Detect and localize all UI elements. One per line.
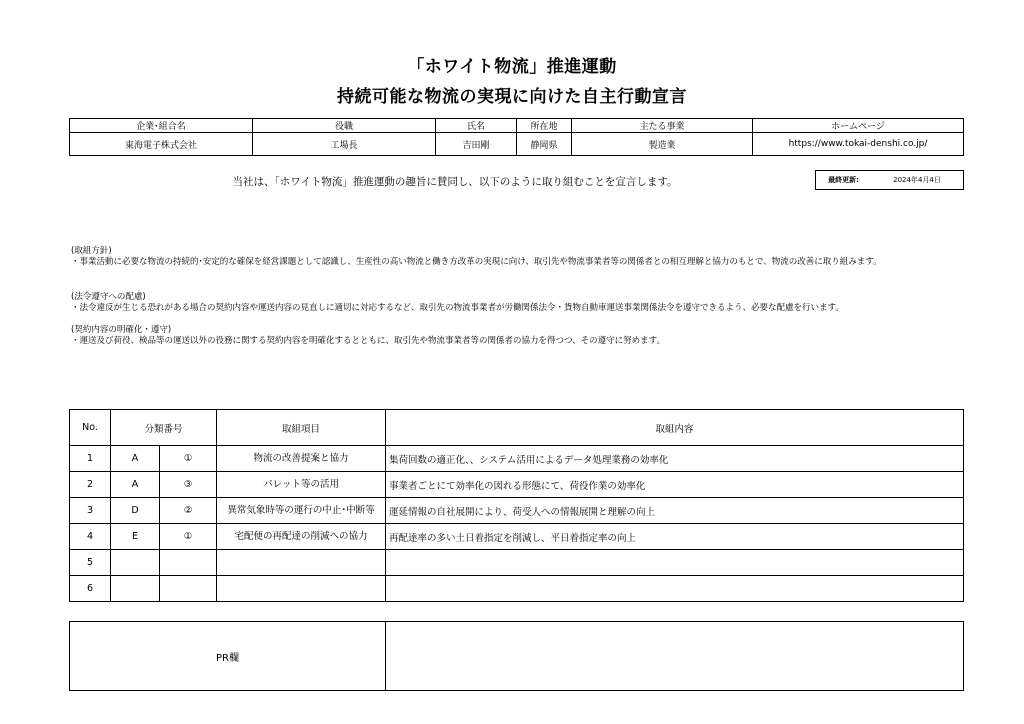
row-subcategory: ③ xyxy=(160,472,217,498)
row-no: 4 xyxy=(70,524,111,550)
row-item: 物流の改善提案と協力 xyxy=(217,446,386,472)
last-update-label: 最終更新: xyxy=(828,176,859,184)
page-subtitle: 持続可能な物流の実現に向けた自主行動宣言 xyxy=(337,87,687,107)
header-content: 取組内容 xyxy=(386,410,964,446)
row-category xyxy=(111,550,160,576)
row-no: 1 xyxy=(70,446,111,472)
last-update-box xyxy=(815,170,964,190)
table-row xyxy=(70,498,964,524)
header-item: 取組項目 xyxy=(217,410,386,446)
row-content: 事業者ごとにて効率化の図れる形態にて、荷役作業の効率化 xyxy=(386,472,964,498)
row-subcategory xyxy=(160,550,217,576)
header-category: 分類番号 xyxy=(111,410,217,446)
table-row xyxy=(70,472,964,498)
header-company: 企業･組合名 xyxy=(70,119,253,133)
policy-section xyxy=(71,246,966,268)
policy-section xyxy=(71,292,966,314)
table-row xyxy=(70,576,964,602)
row-subcategory xyxy=(160,576,217,602)
row-category: A xyxy=(111,472,160,498)
policy-heading: (契約内容の明確化・遵守) xyxy=(71,325,172,335)
policy-section xyxy=(71,325,966,347)
row-subcategory: ① xyxy=(160,446,217,472)
company-header-row xyxy=(70,119,964,133)
company-location: 静岡県 xyxy=(517,133,572,156)
row-content: 集荷回数の適正化、、システム活用によるデータ処理業務の効率化 xyxy=(386,446,964,472)
pr-table xyxy=(69,621,964,691)
policy-heading: (法令遵守への配慮) xyxy=(71,292,146,302)
row-category: E xyxy=(111,524,160,550)
row-item xyxy=(217,550,386,576)
pr-label: PR欄 xyxy=(70,622,386,691)
pr-content xyxy=(386,622,964,691)
row-content: 再配達率の多い土日着指定を削減し、平日着指定率の向上 xyxy=(386,524,964,550)
initiatives-header-row xyxy=(70,410,964,446)
row-category xyxy=(111,576,160,602)
row-no: 5 xyxy=(70,550,111,576)
header-person: 氏名 xyxy=(436,119,517,133)
row-content xyxy=(386,550,964,576)
header-no: No. xyxy=(70,410,111,446)
policy-text: ・事業活動に必要な物流の持続的･安定的な確保を経営課題として認識し、生産性の高い物流と働き方改革の実現に向け、取引先や物流事業者等の関係者との相互理解と協力のもとで、物流の改善に取り組みます。 xyxy=(71,257,882,267)
company-person: 吉田剛 xyxy=(436,133,517,156)
company-position: 工場長 xyxy=(253,133,436,156)
policy-text: ・運送及び荷役、検品等の運送以外の役務に関する契約内容を明確化するとともに、取引先や物流事業者等の関係者の協力を得つつ、その遵守に努めます。 xyxy=(71,336,665,346)
declaration-text: 当社は、「ホワイト物流」推進運動の趣旨に賛同し、以下のように取り組むことを宣言します。 xyxy=(232,176,678,188)
page-title: 「ホワイト物流」推進運動 xyxy=(407,57,617,77)
row-item: 異常気象時等の運行の中止･中断等 xyxy=(217,498,386,524)
row-item: 宅配便の再配達の削減への協力 xyxy=(217,524,386,550)
header-location: 所在地 xyxy=(517,119,572,133)
header-business: 主たる事業 xyxy=(572,119,753,133)
row-subcategory: ① xyxy=(160,524,217,550)
row-no: 2 xyxy=(70,472,111,498)
table-row xyxy=(70,524,964,550)
company-name: 東海電子株式会社 xyxy=(70,133,253,156)
row-content xyxy=(386,576,964,602)
company-info-table xyxy=(69,118,964,156)
initiatives-table xyxy=(69,409,964,602)
header-homepage: ホームページ xyxy=(753,119,964,133)
row-content: 運延情報の自社展開により、荷受人への情報展開と理解の向上 xyxy=(386,498,964,524)
row-no: 3 xyxy=(70,498,111,524)
row-category: D xyxy=(111,498,160,524)
header-position: 役職 xyxy=(253,119,436,133)
company-homepage-link[interactable]: https://www.tokai-denshi.co.jp/ xyxy=(753,133,964,156)
last-update-date: 2024年4月4日 xyxy=(893,176,941,184)
table-row xyxy=(70,550,964,576)
table-row xyxy=(70,446,964,472)
row-item xyxy=(217,576,386,602)
company-business: 製造業 xyxy=(572,133,753,156)
policy-heading: (取組方針) xyxy=(71,246,112,256)
row-subcategory: ② xyxy=(160,498,217,524)
row-no: 6 xyxy=(70,576,111,602)
row-category: A xyxy=(111,446,160,472)
pr-row xyxy=(70,622,964,691)
policy-text: ・法令違反が生じる恐れがある場合の契約内容や運送内容の見直しに適切に対応するなど、取引先の物流事業者が労働関係法令・貨物自動車運送事業関係法令を遵守できるよう、必要な配慮を行います。 xyxy=(71,303,844,313)
company-value-row xyxy=(70,133,964,156)
row-item: パレット等の活用 xyxy=(217,472,386,498)
